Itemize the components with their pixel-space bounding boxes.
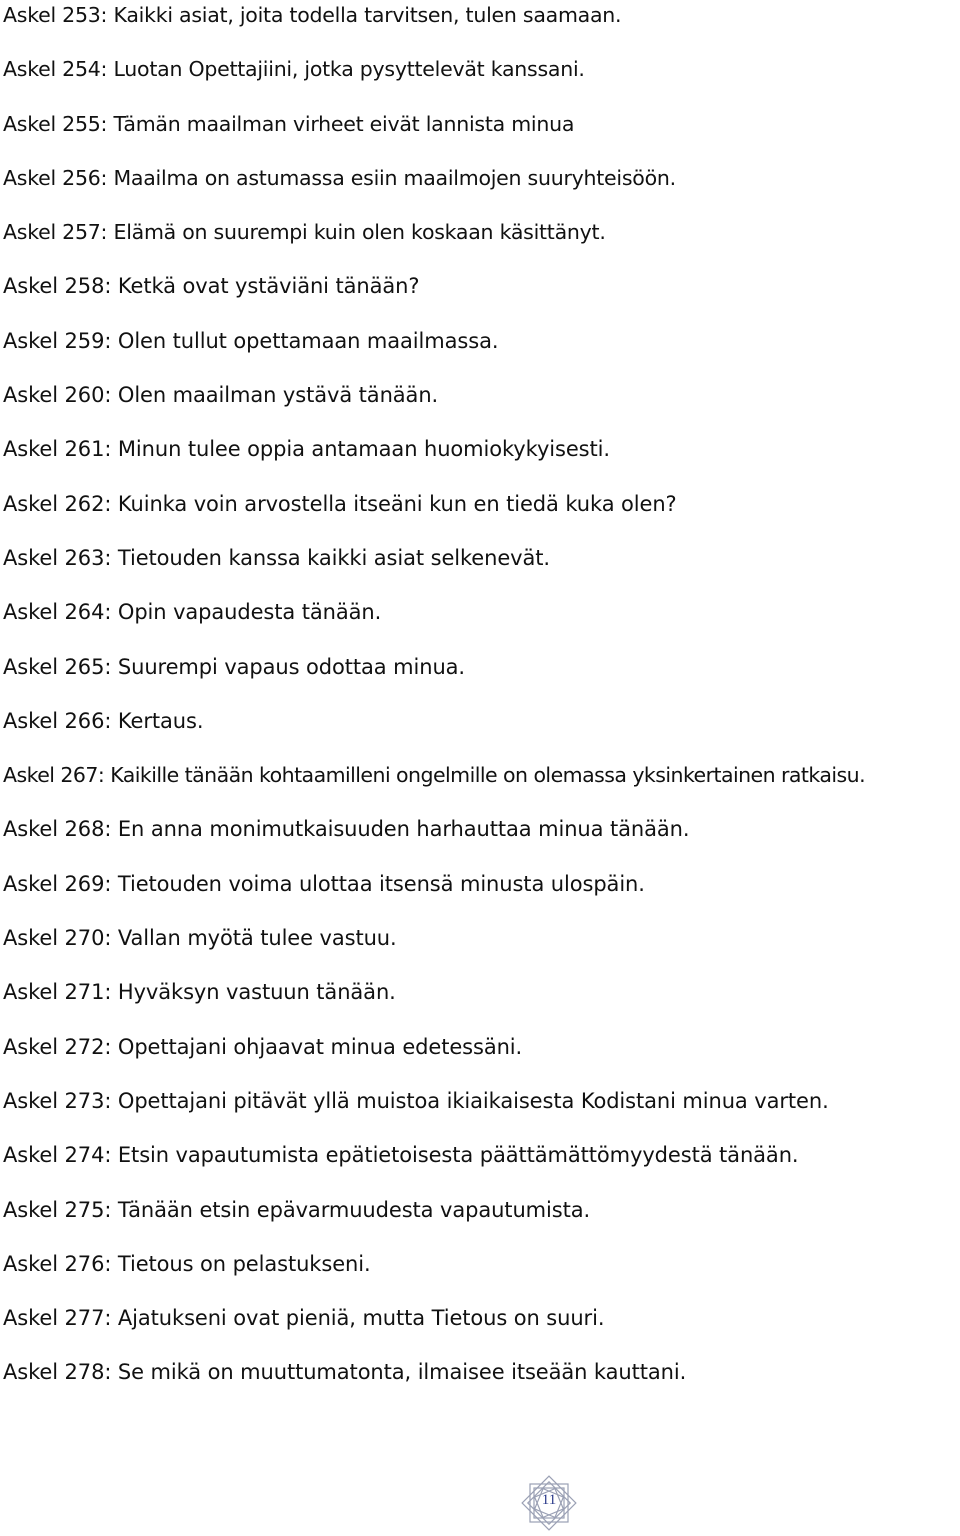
step-item (3, 163, 960, 217)
step-text: Ajatukseni ovat pieniä, mutta Tietous on suuri. (117, 1306, 605, 1331)
step-item (3, 1140, 960, 1194)
step-text: Olen tullut opettamaan maailmassa. (117, 328, 499, 353)
step-item (3, 380, 960, 434)
step-label: Askel 253: (3, 3, 108, 27)
step-item (3, 434, 960, 488)
page-number: 11 (541, 1492, 557, 1508)
step-label: Askel 271: (3, 980, 112, 1005)
step-item (3, 326, 960, 380)
step-text: Etsin vapautumista epätietoisesta päättämättömyydestä tänään. (117, 1143, 799, 1168)
step-item (3, 597, 960, 651)
step-list (3, 0, 960, 1412)
step-text: Se mikä on muuttumatonta, ilmaisee itseään kauttani. (117, 1360, 687, 1385)
step-label: Askel 265: (3, 654, 112, 679)
step-item (3, 652, 960, 706)
step-text: Opettajani pitävät yllä muistoa ikiaikaisesta Kodistani minua varten. (117, 1088, 829, 1113)
step-text: Hyväksyn vastuun tänään. (117, 980, 396, 1005)
step-text: Tietouden voima ulottaa itsensä minusta ulospäin. (117, 871, 645, 896)
step-text: Kuinka voin arvostella itseäni kun en tiedä kuka olen? (117, 491, 677, 516)
step-label: Askel 272: (3, 1034, 112, 1059)
step-text: Tänään etsin epävarmuudesta vapautumista. (117, 1197, 591, 1222)
step-item (3, 489, 960, 543)
step-text: Opettajani ohjaavat minua edetessäni. (117, 1034, 523, 1059)
step-text: Luotan Opettajiini, jotka pysyttelevät kanssani. (113, 57, 585, 82)
step-label: Askel 267: (3, 763, 105, 788)
step-item (3, 923, 960, 977)
step-text: En anna monimutkaisuuden harhauttaa minua tänään. (117, 817, 690, 842)
step-item (3, 814, 960, 868)
step-item (3, 54, 960, 108)
step-item (3, 1032, 960, 1086)
step-text: Kaikille tänään kohtaamilleni ongelmille on olemassa yksinkertainen ratkaisu. (110, 763, 866, 788)
step-text: Kaikki asiat, joita todella tarvitsen, tulen saamaan. (113, 3, 622, 27)
step-item (3, 543, 960, 597)
step-item (3, 271, 960, 325)
step-label: Askel 258: (3, 274, 112, 299)
step-label: Askel 264: (3, 600, 112, 625)
step-item (3, 109, 960, 163)
step-label: Askel 263: (3, 545, 112, 570)
step-item (3, 706, 960, 760)
step-label: Askel 276: (3, 1251, 112, 1276)
step-item (3, 0, 960, 54)
step-text: Kertaus. (117, 708, 204, 733)
step-label: Askel 261: (3, 437, 112, 462)
step-item (3, 217, 960, 271)
step-label: Askel 256: (3, 165, 108, 190)
step-label: Askel 257: (3, 220, 108, 245)
step-label: Askel 255: (3, 111, 108, 136)
step-item (3, 1086, 960, 1140)
step-label: Askel 275: (3, 1197, 112, 1222)
step-label: Askel 268: (3, 817, 112, 842)
step-label: Askel 259: (3, 328, 112, 353)
step-label: Askel 266: (3, 708, 112, 733)
step-item (3, 760, 960, 814)
step-item (3, 977, 960, 1031)
step-label: Askel 262: (3, 491, 112, 516)
step-text: Minun tulee oppia antamaan huomiokykyisesti. (117, 437, 610, 462)
step-label: Askel 273: (3, 1088, 112, 1113)
step-item (3, 1357, 960, 1411)
step-text: Tietouden kanssa kaikki asiat selkenevät. (117, 545, 550, 570)
step-text: Suurempi vapaus odottaa minua. (117, 654, 466, 679)
step-text: Tämän maailman virheet eivät lannista minua (113, 111, 575, 136)
step-item (3, 1195, 960, 1249)
step-text: Elämä on suurempi kuin olen koskaan käsittänyt. (113, 220, 606, 245)
step-label: Askel 278: (3, 1360, 112, 1385)
step-text: Maailma on astumassa esiin maailmojen suuryhteisöön. (113, 165, 676, 190)
page-number-badge (516, 1470, 582, 1536)
step-text: Vallan myötä tulee vastuu. (117, 926, 397, 951)
step-label: Askel 270: (3, 926, 112, 951)
step-label: Askel 274: (3, 1143, 112, 1168)
step-text: Tietous on pelastukseni. (117, 1251, 371, 1276)
step-text: Olen maailman ystävä tänään. (117, 383, 439, 408)
step-item (3, 869, 960, 923)
step-label: Askel 277: (3, 1306, 112, 1331)
step-label: Askel 269: (3, 871, 112, 896)
step-label: Askel 260: (3, 383, 112, 408)
step-text: Opin vapaudesta tänään. (117, 600, 382, 625)
step-item (3, 1303, 960, 1357)
step-item (3, 1249, 960, 1303)
step-text: Ketkä ovat ystäviäni tänään? (117, 274, 420, 299)
step-label: Askel 254: (3, 57, 108, 82)
